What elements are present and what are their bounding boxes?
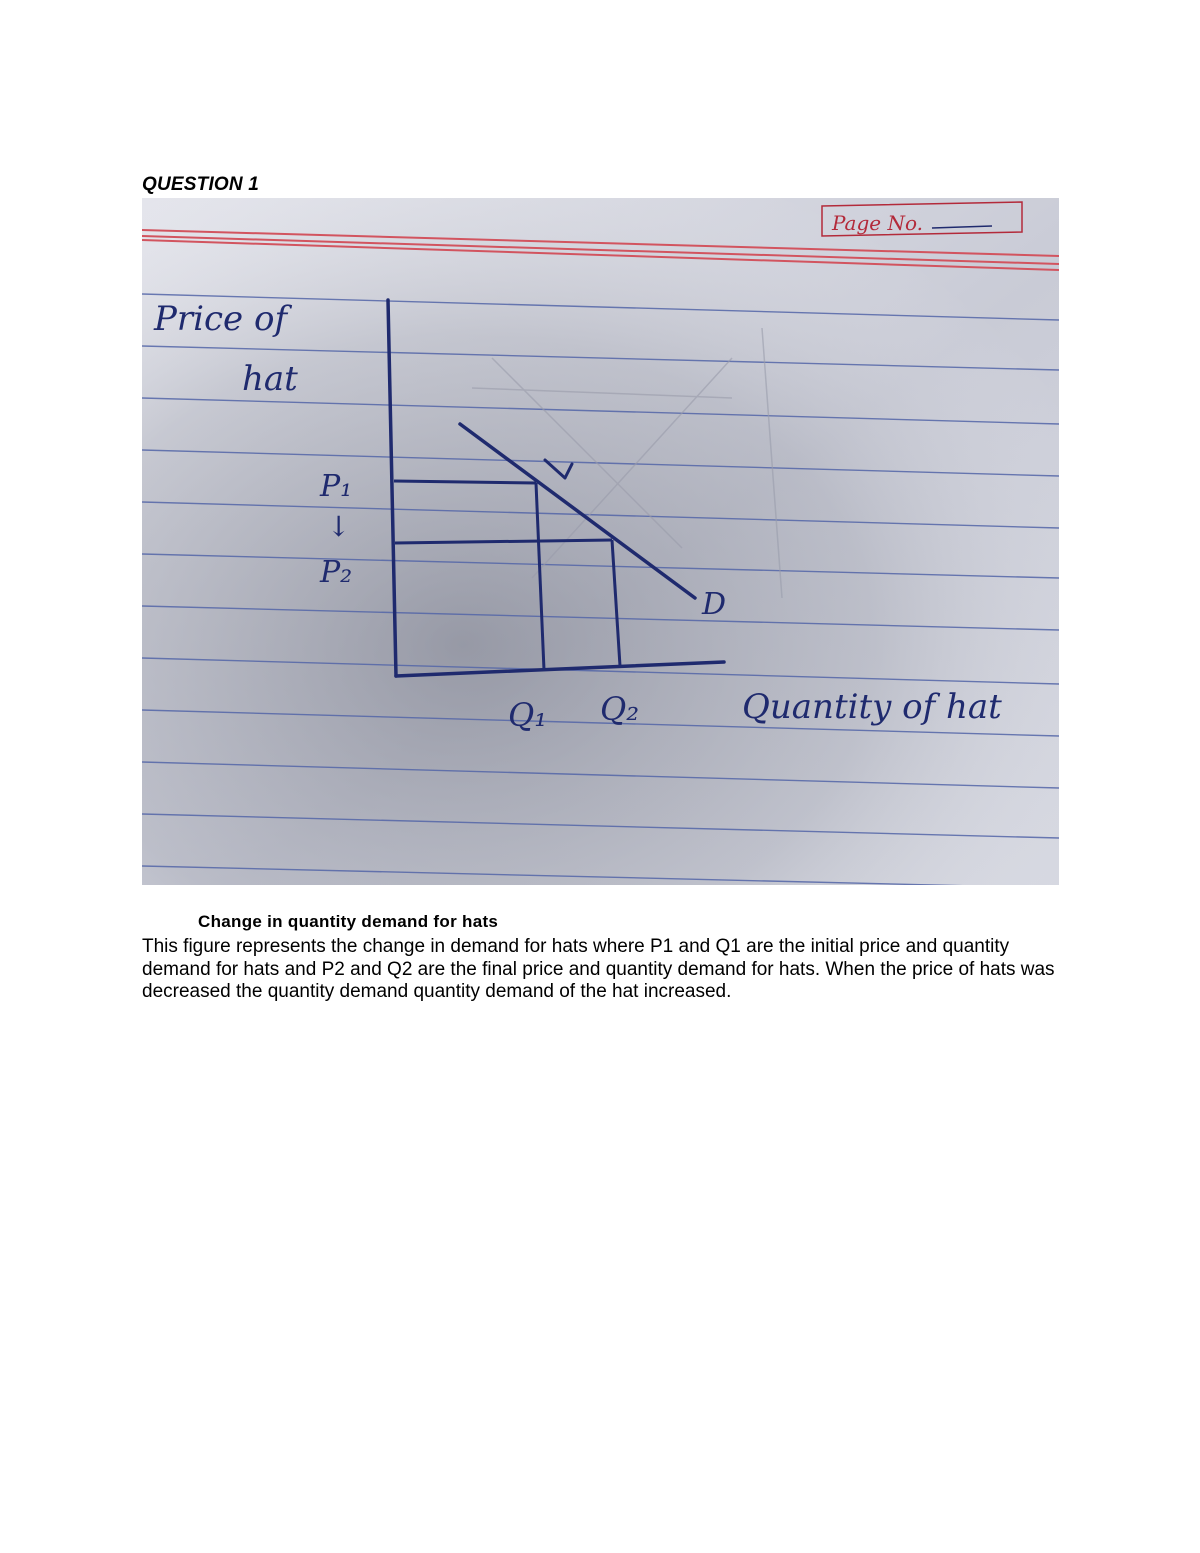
price-final-label: P₂ [320, 555, 353, 590]
p1-guide [394, 481, 536, 483]
y-axis-label-line1: Price of [154, 299, 288, 339]
price-initial-label: P₁ [320, 469, 353, 504]
quantity-initial-label: Q₁ [508, 696, 548, 734]
caption-body: This figure represents the change in demand for hats where P1 and Q1 are the initial price and quantity demand for hats and P2 and Q2 are the final price and quantity demand for hats. When the price of hats was decreased the quantity demand quantity demand of the hat increased. [142, 936, 1055, 1002]
price-arrow-icon: ↓ [327, 510, 351, 543]
x-axis-label: Quantity of hat [742, 687, 1002, 727]
notebook-photo [142, 198, 1059, 885]
y-axis-label-line2: hat [242, 359, 298, 399]
demand-curve-label: D [702, 587, 727, 622]
question-heading: QUESTION 1 [142, 174, 260, 195]
page-number-text: Page No. [832, 211, 924, 235]
caption-title: Change in quantity demand for hats [198, 912, 499, 931]
quantity-final-label: Q₂ [600, 690, 640, 728]
